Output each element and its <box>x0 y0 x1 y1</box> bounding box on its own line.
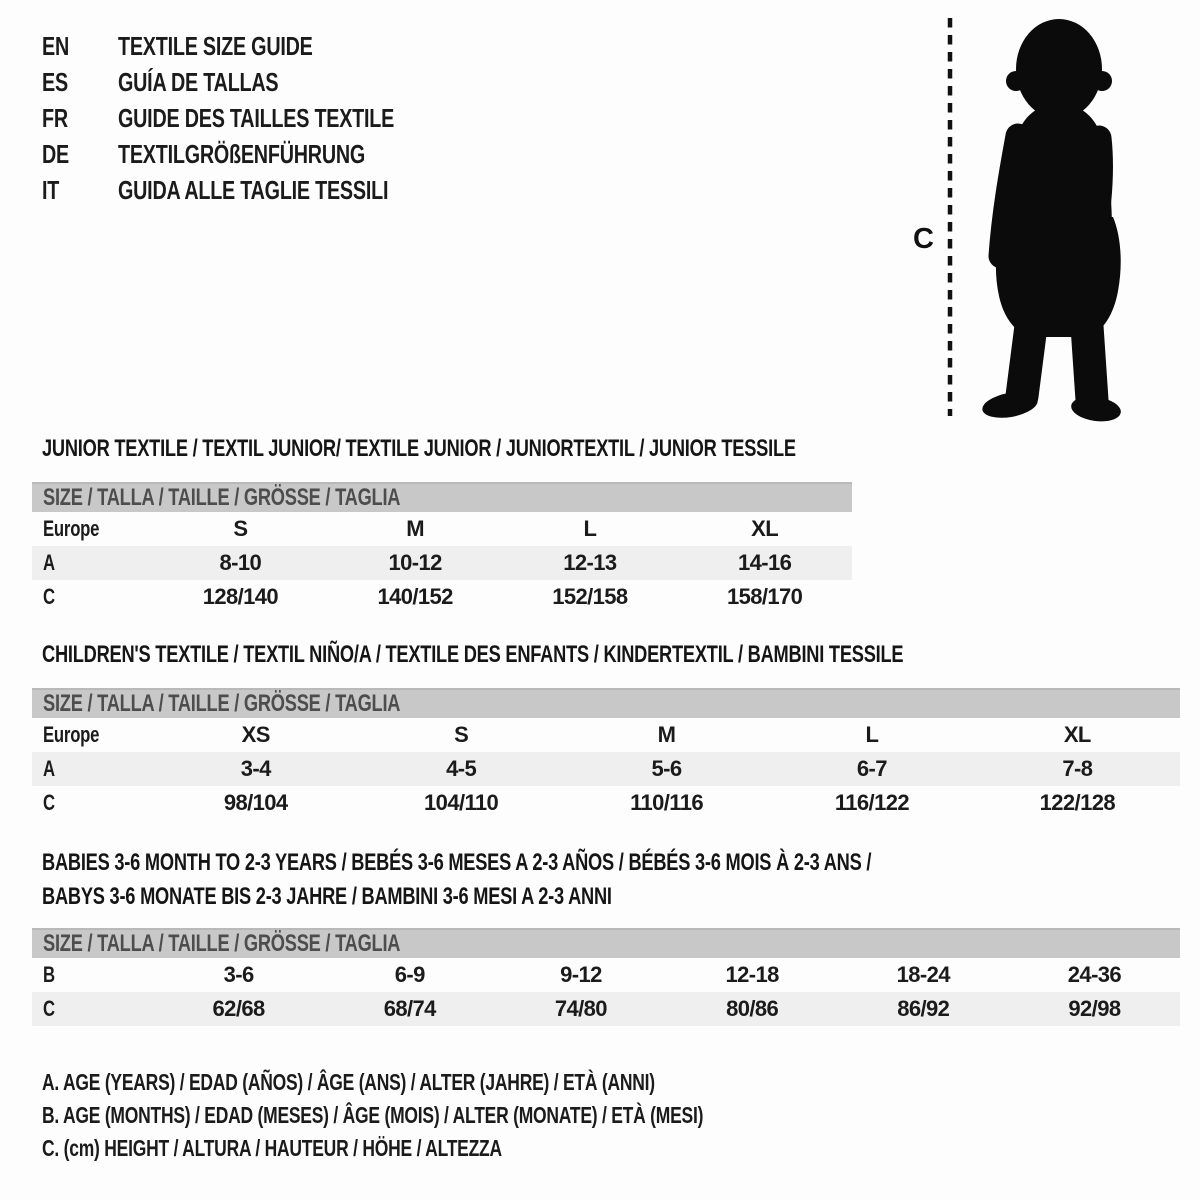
language-title: GUIDE DES TAILLES TEXTILE <box>118 102 395 133</box>
age-value: 6-7 <box>856 756 887 781</box>
size-value: S <box>233 516 248 541</box>
section-title-babies: BABIES 3-6 MONTH TO 2-3 YEARS / BEBÉS 3-6 MESES A 2-3 AÑOS / BÉBÉS 3-6 MOIS À 2-3 ANS / BABYS 3-6 MONATE BIS 2-3 JAHRE / BAMBINI 3-6 MESI A 2-3 ANNI <box>42 849 872 910</box>
junior-size-table <box>32 482 852 614</box>
size-value: S <box>454 722 469 747</box>
height-value: 128/140 <box>202 584 279 609</box>
language-title-list <box>42 28 481 208</box>
size-value: M <box>657 722 676 747</box>
language-title: GUIDA ALLE TAGLIE TESSILI <box>118 174 389 205</box>
height-value: 86/92 <box>897 996 950 1021</box>
height-value: 116/122 <box>834 790 909 815</box>
children-size-table <box>32 688 1180 820</box>
age-months-value: 3-6 <box>223 962 254 987</box>
language-row-it <box>42 172 481 208</box>
age-months-value: 6-9 <box>394 962 425 987</box>
row-label: A <box>43 550 55 575</box>
language-code: IT <box>42 174 60 205</box>
age-months-value: 24-36 <box>1067 962 1122 987</box>
age-value: 8-10 <box>219 550 262 575</box>
language-title: TEXTILGRÖßENFÜHRUNG <box>118 138 366 169</box>
age-value: 5-6 <box>651 756 682 781</box>
row-label: C <box>43 790 55 815</box>
size-value: XL <box>1063 722 1091 747</box>
age-months-value: 18-24 <box>896 962 950 987</box>
height-marker-label: C <box>913 223 934 255</box>
height-value: 104/110 <box>424 790 499 815</box>
height-value: 140/152 <box>377 584 453 609</box>
table-row <box>32 958 1180 992</box>
row-label: C <box>43 584 55 609</box>
language-code: FR <box>42 102 68 133</box>
language-title: GUÍA DE TALLAS <box>118 66 279 97</box>
language-title: TEXTILE SIZE GUIDE <box>118 30 313 61</box>
legend-line-b: B. AGE (MONTHS) / EDAD (MESES) / ÂGE (MOIS) / ALTER (MONATE) / ETÀ (MESI) <box>42 1102 704 1128</box>
row-label: A <box>43 756 55 781</box>
row-label: Europe <box>43 516 100 541</box>
height-value: 110/116 <box>630 790 703 815</box>
height-value: 92/98 <box>1068 996 1121 1021</box>
language-row-en <box>42 28 481 64</box>
table-row <box>32 580 852 614</box>
age-value: 4-5 <box>446 756 477 781</box>
size-value: XL <box>751 516 779 541</box>
language-row-de <box>42 136 481 172</box>
legend-line-c: C. (cm) HEIGHT / ALTURA / HAUTEUR / HÖHE / ALTEZZA <box>42 1135 502 1161</box>
size-value: XS <box>241 722 270 747</box>
size-value: M <box>406 516 424 541</box>
language-row-fr <box>42 100 481 136</box>
age-value: 7-8 <box>1062 756 1093 781</box>
language-row-es <box>42 64 481 100</box>
age-months-value: 9-12 <box>560 962 602 987</box>
section-title-children: CHILDREN'S TEXTILE / TEXTIL NIÑO/A / TEXTILE DES ENFANTS / KINDERTEXTIL / BAMBINI TESSILE <box>42 641 904 668</box>
size-value: L <box>583 516 597 541</box>
language-code: ES <box>42 66 68 97</box>
age-months-value: 12-18 <box>725 962 779 987</box>
age-value: 3-4 <box>240 756 271 781</box>
height-value: 80/86 <box>726 996 779 1021</box>
measurement-legend <box>42 1066 912 1165</box>
age-value: 14-16 <box>737 550 792 575</box>
size-header-bar: SIZE / TALLA / TAILLE / GRÖSSE / TAGLIA <box>32 482 852 512</box>
toddler-figure <box>895 8 1157 428</box>
row-label: B <box>43 962 55 987</box>
age-value: 10-12 <box>388 550 442 575</box>
language-code: EN <box>42 30 70 61</box>
babies-size-table <box>32 928 1180 1026</box>
table-row <box>32 546 852 580</box>
height-value: 74/80 <box>554 996 607 1021</box>
size-value: L <box>865 722 879 747</box>
age-value: 12-13 <box>563 550 617 575</box>
row-label: Europe <box>43 722 100 747</box>
height-value: 158/170 <box>726 584 803 609</box>
table-row <box>32 992 1180 1026</box>
section-title-junior: JUNIOR TEXTILE / TEXTIL JUNIOR/ TEXTILE JUNIOR / JUNIORTEXTIL / JUNIOR TESSILE <box>42 435 796 462</box>
language-code: DE <box>42 138 70 169</box>
height-value: 152/158 <box>552 584 628 609</box>
table-row <box>32 718 1180 752</box>
table-row <box>32 512 852 546</box>
legend-line-a: A. AGE (YEARS) / EDAD (AÑOS) / ÂGE (ANS) / ALTER (JAHRE) / ETÀ (ANNI) <box>42 1069 655 1095</box>
size-header-bar: SIZE / TALLA / TAILLE / GRÖSSE / TAGLIA <box>32 928 1180 958</box>
table-row <box>32 752 1180 786</box>
row-label: C <box>43 996 55 1021</box>
height-value: 62/68 <box>212 996 265 1021</box>
size-header-bar: SIZE / TALLA / TAILLE / GRÖSSE / TAGLIA <box>32 688 1180 718</box>
height-value: 68/74 <box>383 996 436 1021</box>
height-value: 98/104 <box>223 790 288 815</box>
table-row <box>32 786 1180 820</box>
toddler-silhouette-icon <box>980 19 1122 424</box>
height-value: 122/128 <box>1039 790 1115 815</box>
